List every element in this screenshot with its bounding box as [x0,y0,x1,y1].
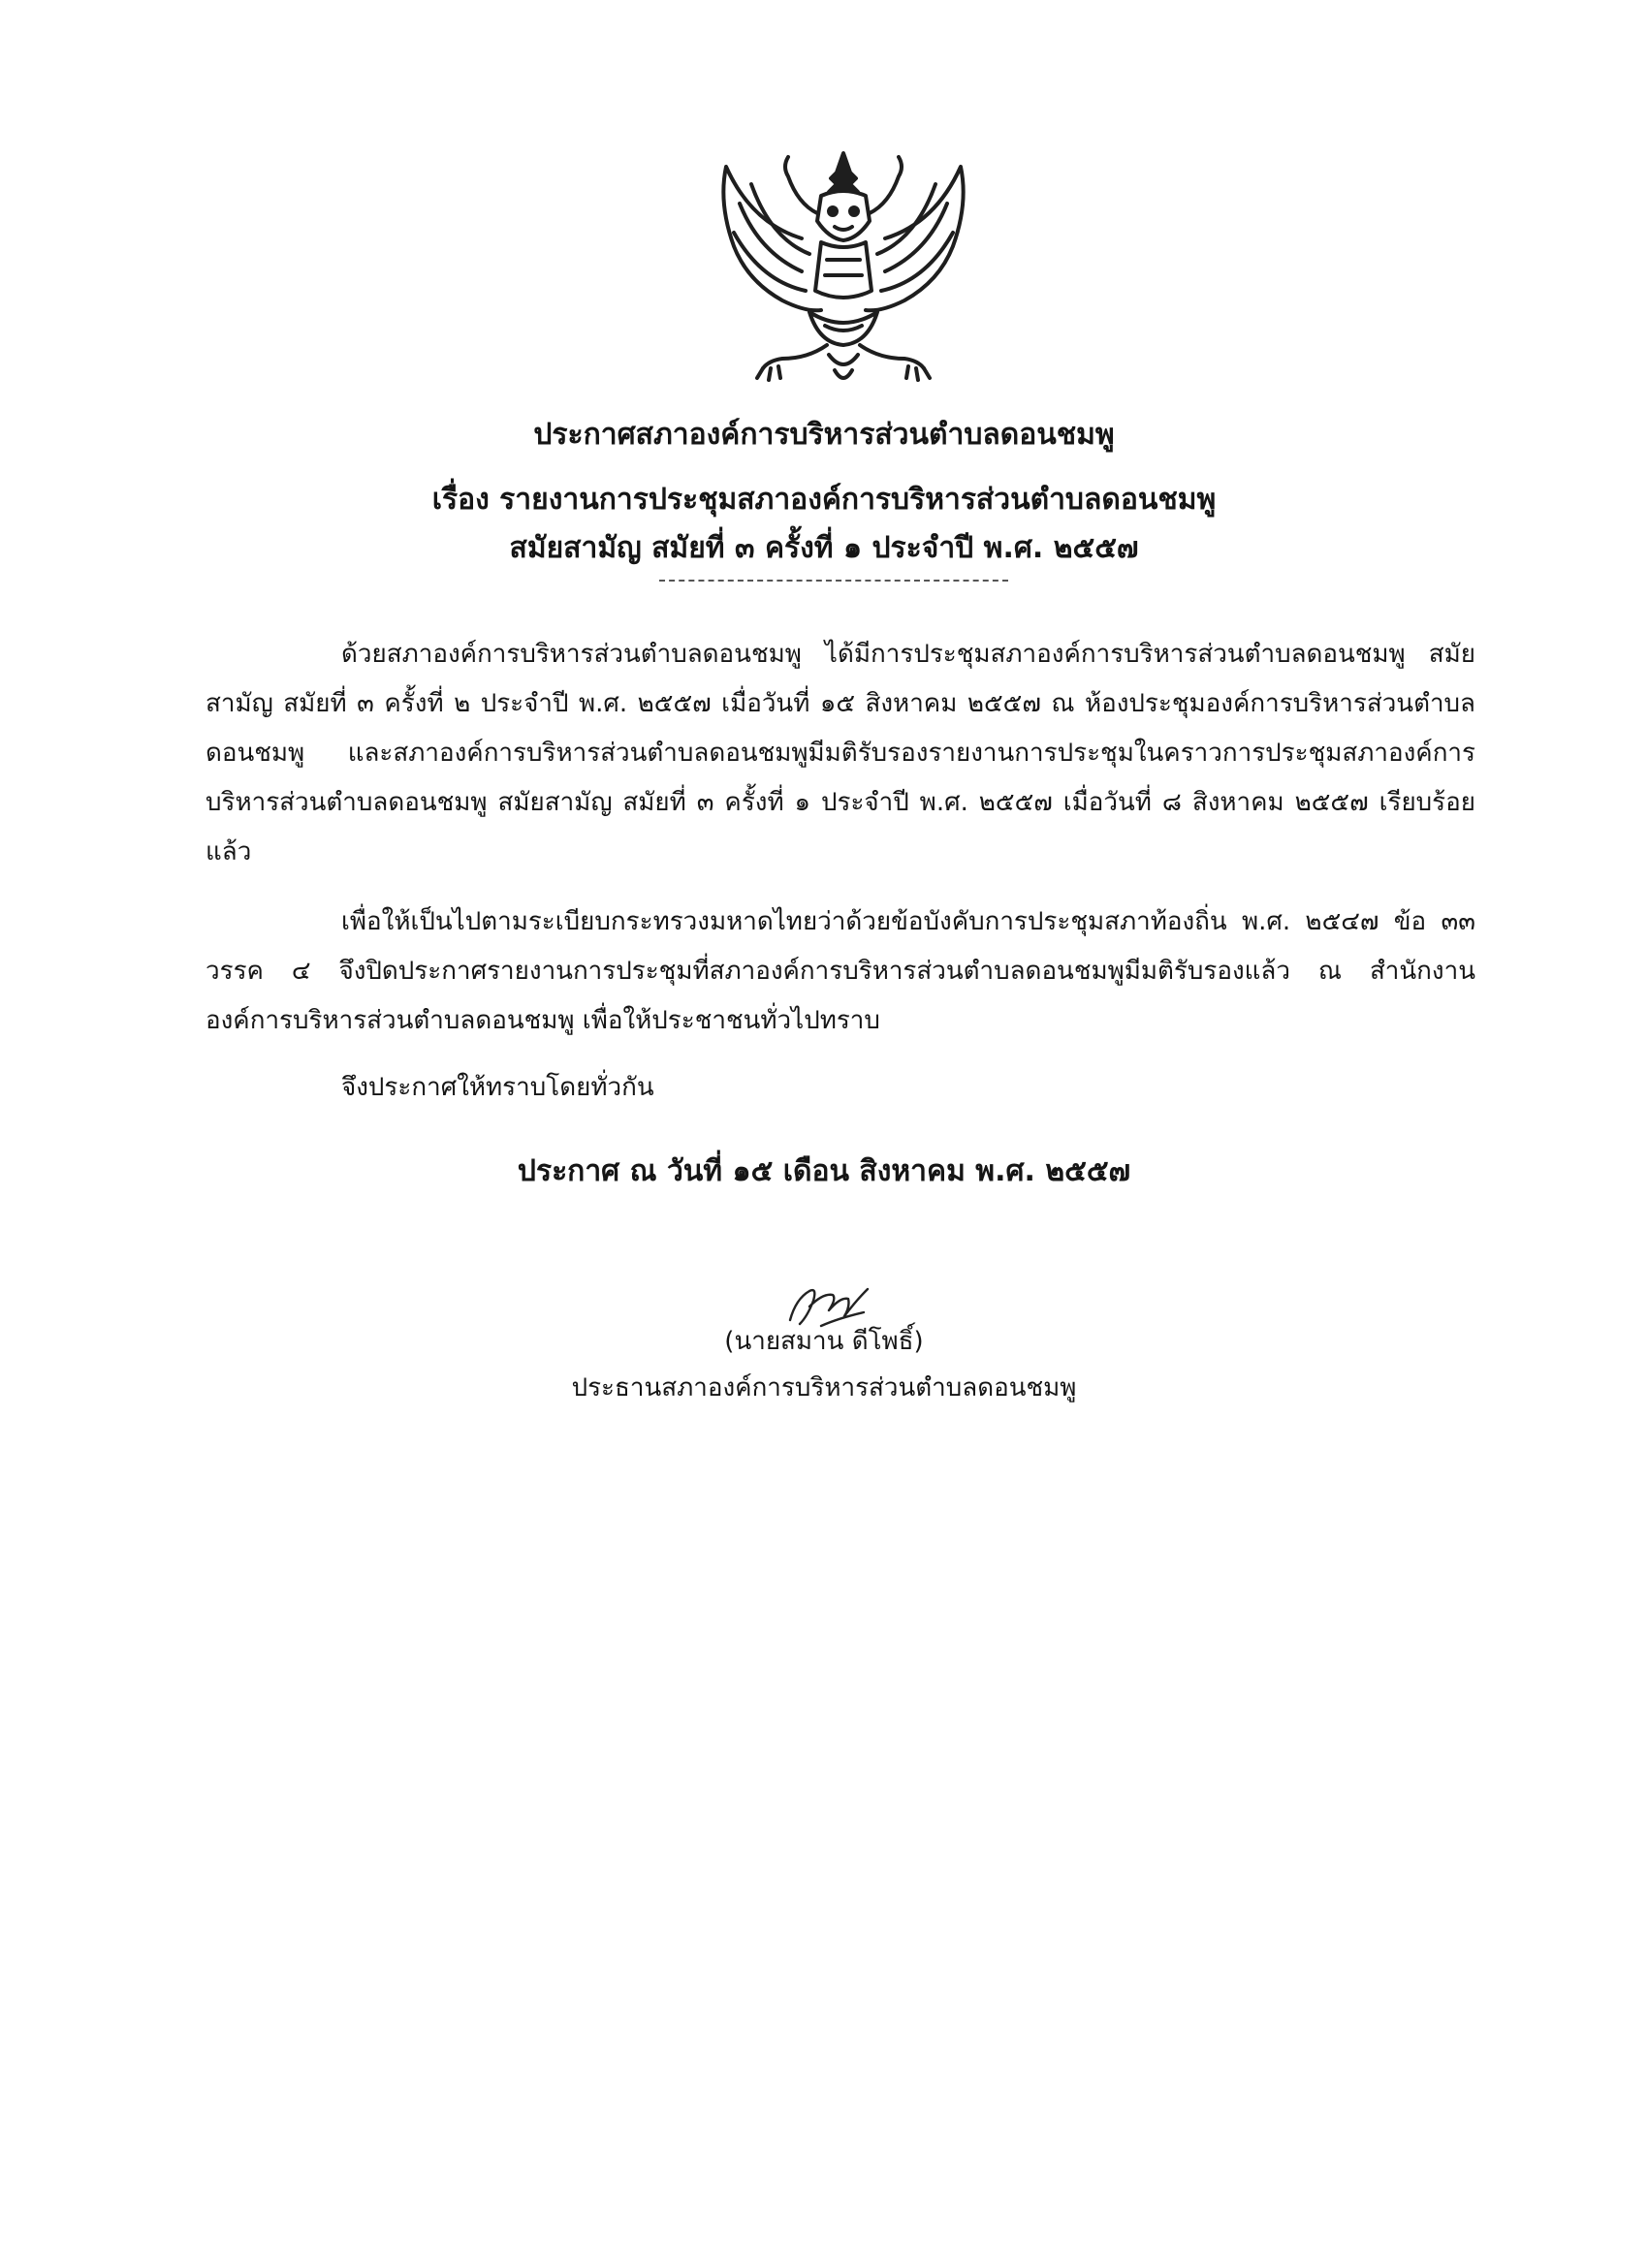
signer-name: (นายสมาน ดีโพธิ์) [724,1327,924,1356]
garuda-emblem-icon [713,145,974,388]
body-paragraph-2: เพื่อให้เป็นไปตามระเบียบกระทรวงมหาดไทยว่าด้วยข้อบังคับการประชุมสภาท้องถิ่น พ.ศ. ๒๕๔๗ ข้อ ๓๓ วรรค ๔ จึงปิดประกาศรายงานการประชุมที่สภาองค์การบริหารส่วนตำบลดอนชมพูมีมติรับรองแล้ว ณ สำนักงานองค์การบริหารส่วนตำบลดอนชมพู เพื่อให้ประชาชนทั่วไปทราบ [206,907,1475,1035]
heading-separator [659,580,1008,582]
body-paragraph-3: จึงประกาศให้ทราบโดยทั่วกัน [341,1073,654,1102]
announcement-title: ประกาศสภาองค์การบริหารส่วนตำบลดอนชมพู [533,418,1115,452]
body-paragraph-1: ด้วยสภาองค์การบริหารส่วนตำบลดอนชมพู ได้มีการประชุมสภาองค์การบริหารส่วนตำบลดอนชมพู สมัยสามัญ สมัยที่ ๓ ครั้งที่ ๒ ประจำปี พ.ศ. ๒๕๕๗ เมื่อวันที่ ๑๕ สิงหาคม ๒๕๕๗ ณ ห้องประชุมองค์การบริหารส่วนตำบลดอนชมพู และสภาองค์การบริหารส่วนตำบลดอนชมพูมีมติรับรองรายงานการประชุมในคราวการประชุมสภาองค์การบริหารส่วนตำบลดอนชมพู สมัยสามัญ สมัยที่ ๓ ครั้งที่ ๑ ประจำปี พ.ศ. ๒๕๕๗ เมื่อวันที่ ๘ สิงหาคม ๒๕๕๗ เรียบร้อยแล้ว [206,640,1475,866]
signer-title: ประธานสภาองค์การบริหารส่วนตำบลดอนชมพู [571,1373,1077,1402]
announcement-subject: เรื่อง รายงานการประชุมสภาองค์การบริหารส่วนตำบลดอนชมพู [431,483,1217,517]
announcement-session: สมัยสามัญ สมัยที่ ๓ ครั้งที่ ๑ ประจำปี พ.ศ. ๒๕๕๗ [509,531,1139,565]
announcement-date: ประกาศ ณ วันที่ ๑๕ เดือน สิงหาคม พ.ศ. ๒๕๕๗ [517,1154,1131,1188]
